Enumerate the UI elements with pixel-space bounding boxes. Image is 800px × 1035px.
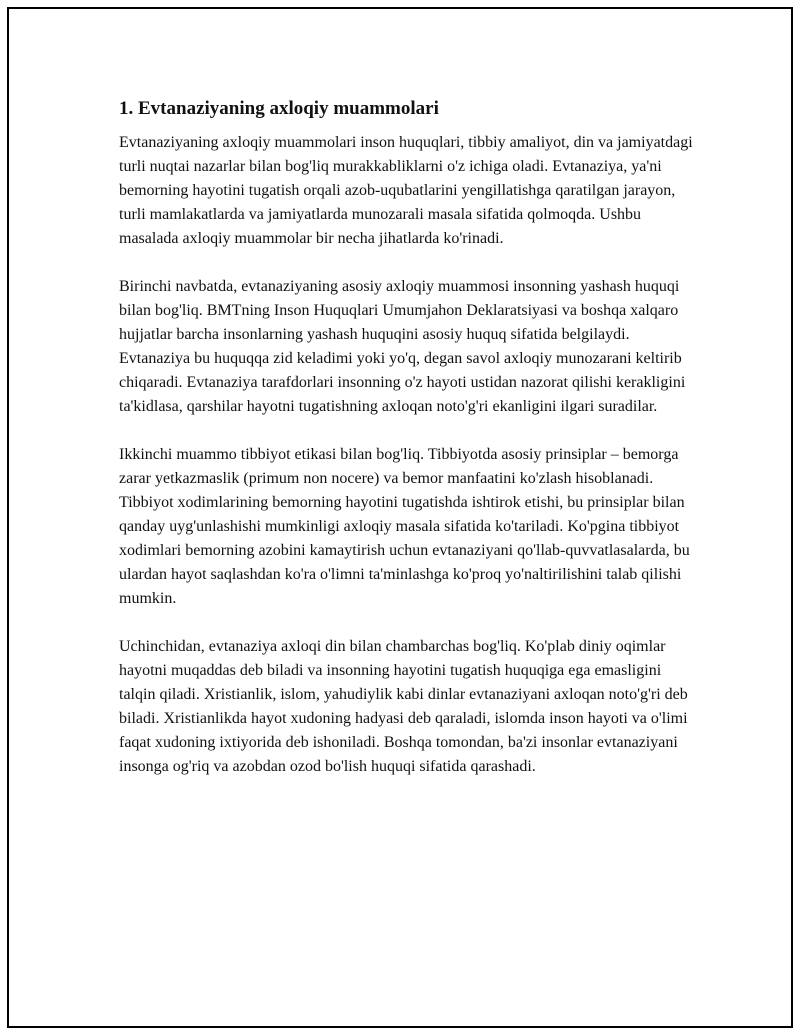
paragraph-religion: Uchinchidan, evtanaziya axloqi din bilan chambarchas bog'liq. Ko'plab diniy oqimlar hayotni muqaddas deb biladi va insonning hayotini tugatish huquqiga ega emasligini talqin qiladi. Xristianlik, islom, yahudiylik kabi dinlar evtanaziyani axloqan noto'g'ri deb biladi. Xristianlikda hayot xudoning hadyasi deb qaraladi, islomda inson hayoti va o'limi faqat xudoning ixtiyorida deb ishoniladi. Boshqa tomondan, ba'zi insonlar evtanaziyani insonga og'riq va azobdan ozod bo'lish huquqi sifatida qarashadi. [119,638,688,775]
section-heading: 1. Evtanaziyaning axloqiy muammolari [119,98,439,119]
document-content [119,97,699,803]
document-page [7,7,793,1028]
paragraph-intro: Evtanaziyaning axloqiy muammolari inson huquqlari, tibbiy amaliyot, din va jamiyatdagi turli nuqtai nazarlar bilan bog'liq murakkabliklarni o'z ichiga oladi. Evtanaziya, ya'ni bemorning hayotini tugatish orqali azob-uqubatlarini yengillatishga qaratilgan jarayon, turli mamlakatlarda va jamiyatlarda munozarali masala sifatida qolmoqda. Ushbu masalada axloqiy muammolar bir necha jihatlarda ko'rinadi. [119,134,693,247]
paragraph-right-to-life: Birinchi navbatda, evtanaziyaning asosiy axloqiy muammosi insonning yashash huquqi bilan bog'liq. BMTning Inson Huquqlari Umumjahon Deklaratsiyasi va boshqa xalqaro hujjatlar barcha insonlarning yashash huquqini asosiy huquq sifatida belgilaydi. Evtanaziya bu huquqqa zid keladimi yoki yo'q, degan savol axloqiy munozarani keltirib chiqaradi. Evtanaziya tarafdorlari insonning o'z hayoti ustidan nazorat qilishi kerakligini ta'kidlasa, qarshilar hayotni tugatishning axloqan noto'g'ri ekanligini ilgari suradilar. [119,278,686,415]
paragraph-medical-ethics: Ikkinchi muammo tibbiyot etikasi bilan bog'liq. Tibbiyotda asosiy prinsiplar – bemorga zarar yetkazmaslik (primum non nocere) va bemor manfaatini ko'zlash hisoblanadi. Tibbiyot xodimlarining bemorning hayotini tugatishda ishtirok etishi, bu prinsiplar bilan qanday uyg'unlashishi mumkinligi axloqiy masala sifatida ko'tariladi. Ko'pgina tibbiyot xodimlari bemorning azobini kamaytirish uchun evtanaziyani qo'llab-quvvatlasalarda, bu ulardan hayot saqlashdan ko'ra o'limni ta'minlashga ko'proq yo'naltirilishini talab qilishi mumkin. [119,446,690,607]
